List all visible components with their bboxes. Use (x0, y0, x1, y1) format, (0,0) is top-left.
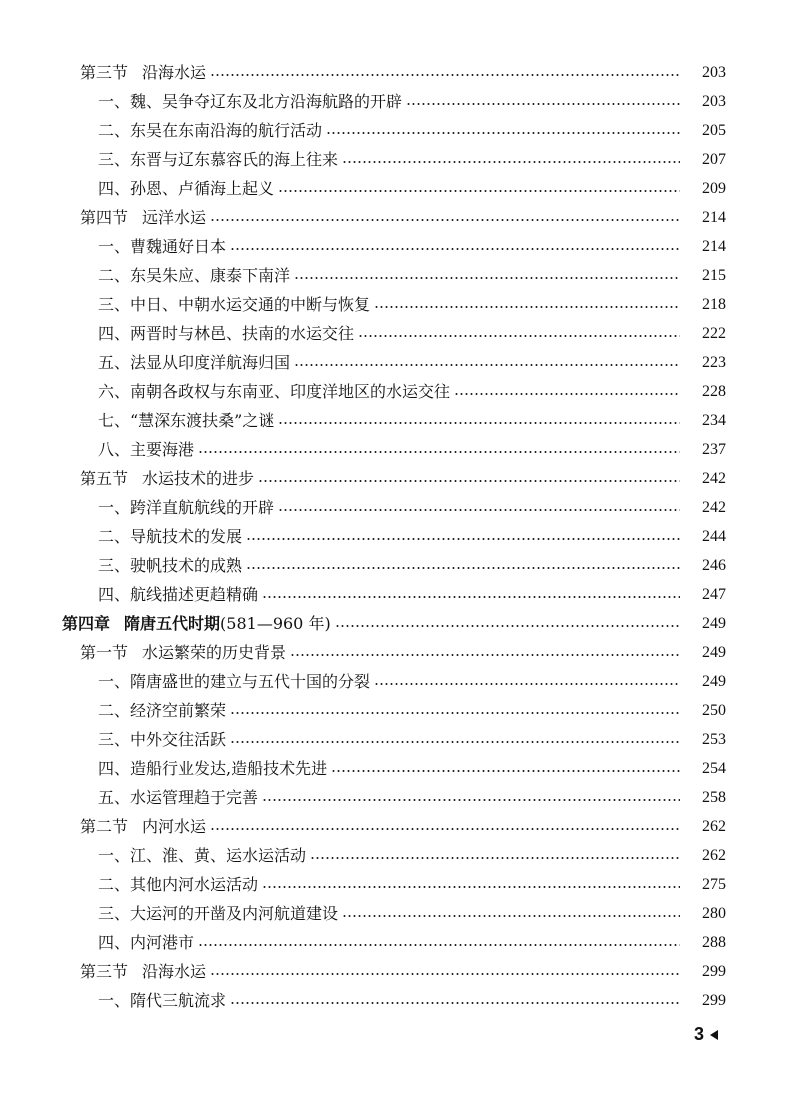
toc-entry-title: 三、中日、中朝水运交通的中断与恢复 (98, 295, 371, 314)
toc-entry-text (80, 812, 206, 841)
toc-page-number: 228 (702, 383, 726, 400)
dot-leader (258, 480, 680, 482)
toc-page-number: 218 (702, 296, 726, 313)
toc-item-row (0, 725, 790, 754)
toc-page-number: 246 (702, 557, 726, 574)
toc-item-row (0, 522, 790, 551)
toc-entry-title: 四、航线描述更趋精确 (98, 585, 259, 604)
toc-page-number: 253 (702, 731, 726, 748)
toc-page-number: 214 (702, 238, 726, 255)
dot-leader (262, 886, 680, 888)
toc-item-row (0, 493, 790, 522)
toc-entry-title: 四、造船行业发达,造船技术先进 (98, 759, 328, 778)
page-folio (694, 1024, 718, 1045)
toc-entry-text (98, 841, 306, 870)
dot-leader (406, 103, 680, 105)
toc-page-number: 214 (702, 209, 726, 226)
dot-leader (198, 944, 680, 946)
dot-leader (210, 219, 680, 221)
toc-entry-title: 水运技术的进步 (142, 469, 255, 488)
toc-entry-text (98, 406, 274, 435)
toc-entry-title: 三、驶帆技术的成熟 (98, 556, 243, 575)
dot-leader (358, 335, 680, 337)
toc-entry-title: 四、孙恩、卢循海上起义 (98, 179, 275, 198)
toc-page-number: 242 (702, 499, 726, 516)
toc-item-row (0, 348, 790, 377)
toc-entry-title: 五、水运管理趋于完善 (98, 788, 259, 807)
dot-leader (310, 857, 680, 859)
toc-item-row (0, 145, 790, 174)
toc-item-row (0, 551, 790, 580)
toc-entry-title: 四、内河港市 (98, 933, 195, 952)
dot-leader (230, 1002, 680, 1004)
toc-item-row (0, 783, 790, 812)
toc-entry-title: 一、曹魏通好日本 (98, 237, 227, 256)
toc-page-number: 258 (702, 789, 726, 806)
toc-entry-label: 第二节 (80, 817, 129, 836)
toc-page-number: 280 (702, 905, 726, 922)
toc-page-number: 215 (702, 267, 726, 284)
dot-leader (278, 509, 680, 511)
dot-leader (210, 973, 680, 975)
toc-entry-title: 二、东吴朱应、康泰下南洋 (98, 266, 291, 285)
toc-page-number: 250 (702, 702, 726, 719)
toc-item-row (0, 116, 790, 145)
toc-entry-text (98, 783, 258, 812)
dot-leader (374, 683, 680, 685)
toc-item-row (0, 928, 790, 957)
dot-leader (262, 799, 680, 801)
toc-entry-title: 一、隋唐盛世的建立与五代十国的分裂 (98, 672, 371, 691)
dot-leader (342, 915, 680, 917)
toc-item-row (0, 667, 790, 696)
toc-entry-title: 水运繁荣的历史背景 (142, 643, 287, 662)
dot-leader (326, 132, 680, 134)
dot-leader (290, 654, 680, 656)
toc-page-number: 247 (702, 586, 726, 603)
toc-entry-text (98, 290, 370, 319)
toc-entry-title: 七、“慧深东渡扶桑”之谜 (98, 411, 275, 430)
toc-entry-title: 六、南朝各政权与东南亚、印度洋地区的水运交往 (98, 382, 451, 401)
toc-entry-subtitle: (581—960 年) (220, 614, 331, 633)
toc-section-row (0, 957, 790, 986)
toc-page-number: 262 (702, 847, 726, 864)
dot-leader (230, 248, 680, 250)
dot-leader (278, 190, 680, 192)
page-number: 3 (694, 1024, 705, 1044)
dot-leader (246, 538, 680, 540)
toc-item-row (0, 232, 790, 261)
toc-entry-text (98, 928, 194, 957)
toc-page-number: 203 (702, 93, 726, 110)
toc-entry-text (98, 870, 258, 899)
dot-leader (278, 422, 680, 424)
dot-leader (246, 567, 680, 569)
toc-item-row (0, 899, 790, 928)
toc-entry-text (98, 261, 290, 290)
toc-entry-text (62, 609, 331, 638)
toc-page-number: 222 (702, 325, 726, 342)
toc-item-row (0, 435, 790, 464)
dot-leader (198, 451, 680, 453)
dot-leader (331, 770, 680, 772)
toc-entry-text (98, 232, 226, 261)
toc-page-number: 262 (702, 818, 726, 835)
toc-item-row (0, 174, 790, 203)
dot-leader (342, 161, 680, 163)
toc-chapter-row (0, 609, 790, 638)
dot-leader (210, 74, 680, 76)
toc-entry-text (98, 319, 354, 348)
toc-entry-text (98, 377, 450, 406)
dot-leader (294, 277, 680, 279)
toc-item-row (0, 406, 790, 435)
toc-entry-text (98, 116, 322, 145)
toc-item-row (0, 754, 790, 783)
toc-entry-title: 二、经济空前繁荣 (98, 701, 227, 720)
toc-page-number: 249 (702, 615, 726, 632)
toc-entry-label: 第四节 (80, 208, 129, 227)
toc-entry-title: 远洋水运 (142, 208, 207, 227)
toc-section-row (0, 638, 790, 667)
toc-entry-text (98, 435, 194, 464)
toc-page-number: 275 (702, 876, 726, 893)
toc-entry-text (98, 754, 327, 783)
toc-entry-label: 第三节 (80, 63, 129, 82)
toc-item-row (0, 580, 790, 609)
toc-item-row (0, 290, 790, 319)
toc-page-number: 223 (702, 354, 726, 371)
toc-page-number: 205 (702, 122, 726, 139)
left-pointing-triangle-icon (710, 1030, 718, 1040)
toc-item-row (0, 377, 790, 406)
toc-entry-text (98, 348, 290, 377)
toc-entry-title: 隋唐五代时期 (124, 614, 221, 633)
dot-leader (230, 712, 680, 714)
toc-entry-text (80, 957, 206, 986)
toc-section-row (0, 812, 790, 841)
toc-entry-title: 三、中外交往活跃 (98, 730, 227, 749)
toc-item-row (0, 319, 790, 348)
toc-entry-label: 第一节 (80, 643, 129, 662)
toc-page-number: 299 (702, 963, 726, 980)
toc-page-number: 242 (702, 470, 726, 487)
toc-page-number: 249 (702, 673, 726, 690)
dot-leader (335, 625, 680, 627)
toc-entry-text (98, 667, 370, 696)
toc-section-row (0, 203, 790, 232)
toc-page-number: 244 (702, 528, 726, 545)
toc-item-row (0, 87, 790, 116)
toc-entry-text (98, 986, 226, 1015)
toc-entry-title: 内河水运 (142, 817, 207, 836)
toc-entry-title: 四、两晋时与林邑、扶南的水运交往 (98, 324, 355, 343)
toc-entry-title: 二、其他内河水运活动 (98, 875, 259, 894)
toc-page-number: 254 (702, 760, 726, 777)
toc-entry-label: 第四章 (62, 614, 111, 633)
toc-entry-text (98, 174, 274, 203)
dot-leader (294, 364, 680, 366)
toc-item-row (0, 696, 790, 725)
toc-entry-text (98, 580, 258, 609)
toc-entry-text (98, 493, 274, 522)
toc-entry-text (98, 145, 338, 174)
toc-page-number: 207 (702, 151, 726, 168)
toc-entry-title: 一、魏、吴争夺辽东及北方沿海航路的开辟 (98, 92, 403, 111)
toc-entry-text (80, 464, 254, 493)
toc-entry-title: 一、隋代三航流求 (98, 991, 227, 1010)
toc-page-number: 237 (702, 441, 726, 458)
toc-entry-title: 二、导航技术的发展 (98, 527, 243, 546)
toc-entry-text (80, 58, 206, 87)
toc-page-number: 249 (702, 644, 726, 661)
toc-item-row (0, 870, 790, 899)
toc-entry-title: 沿海水运 (142, 962, 207, 981)
toc-page-number: 209 (702, 180, 726, 197)
toc-entry-title: 一、江、淮、黄、运水运活动 (98, 846, 307, 865)
toc-page-number: 299 (702, 992, 726, 1009)
dot-leader (374, 306, 680, 308)
toc-entry-label: 第三节 (80, 962, 129, 981)
toc-entry-title: 一、跨洋直航航线的开辟 (98, 498, 275, 517)
toc-entry-text (80, 203, 206, 232)
dot-leader (230, 741, 680, 743)
toc-entry-text (80, 638, 286, 667)
toc-entry-title: 八、主要海港 (98, 440, 195, 459)
dot-leader (210, 828, 680, 830)
toc-item-row (0, 986, 790, 1015)
toc-entry-label: 第五节 (80, 469, 129, 488)
toc-entry-text (98, 87, 402, 116)
toc-entry-text (98, 696, 226, 725)
toc-item-row (0, 261, 790, 290)
toc-entry-text (98, 551, 242, 580)
dot-leader (262, 596, 680, 598)
toc-entry-text (98, 522, 242, 551)
toc-item-row (0, 841, 790, 870)
toc-page-number: 203 (702, 64, 726, 81)
toc-entry-title: 三、东晋与辽东慕容氏的海上往来 (98, 150, 339, 169)
toc-entry-text (98, 899, 338, 928)
toc-page-number: 234 (702, 412, 726, 429)
toc-entry-title: 沿海水运 (142, 63, 207, 82)
toc-section-row (0, 464, 790, 493)
toc-entry-title: 二、东吴在东南沿海的航行活动 (98, 121, 323, 140)
dot-leader (454, 393, 680, 395)
toc-section-row (0, 58, 790, 87)
toc-entry-title: 三、大运河的开凿及内河航道建设 (98, 904, 339, 923)
toc-entry-text (98, 725, 226, 754)
toc-entry-title: 五、法显从印度洋航海归国 (98, 353, 291, 372)
toc-page-number: 288 (702, 934, 726, 951)
